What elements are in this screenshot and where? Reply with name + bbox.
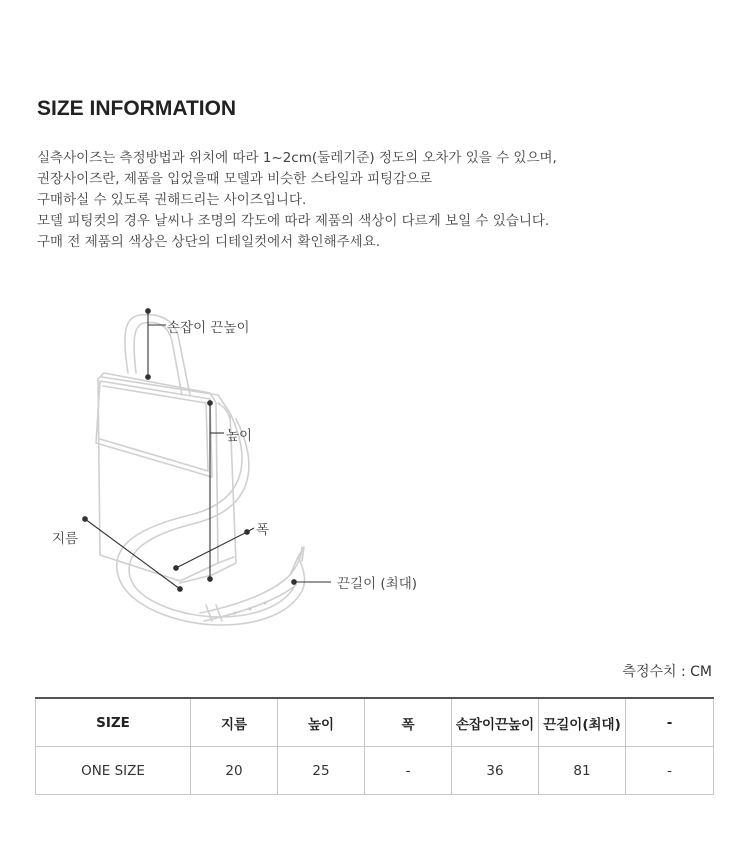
bag-illustration [40, 295, 460, 645]
note-line: 실측사이즈는 측정방법과 위치에 따라 1~2cm(둘레기준) 정도의 오차가 있을 수 있으며, [37, 150, 557, 166]
size-notes [37, 148, 727, 253]
page-title: SIZE INFORMATION [37, 97, 237, 120]
depth-label: 폭 [256, 522, 270, 538]
handle-height-label: 손잡이 끈높이 [167, 320, 250, 336]
table-header-cell: 지름 [191, 698, 278, 747]
note-line: 구매하실 수 있도록 권해드리는 사이즈입니다. [37, 192, 307, 208]
length-label: 지름 [52, 531, 79, 547]
table-cell: 36 [452, 747, 539, 795]
table-header-cell: 폭 [365, 698, 452, 747]
unit-label: 측정수치 : CM [622, 664, 712, 680]
note-line: 권장사이즈란, 제품을 입었을때 모델과 비슷한 스타일과 피팅감으로 [37, 171, 433, 187]
table-header-cell: - [626, 698, 714, 747]
height-label: 높이 [226, 428, 253, 444]
size-table [35, 697, 714, 795]
table-header-cell: 손잡이끈높이 [452, 698, 539, 747]
bag-measurement-diagram [40, 295, 460, 645]
table-cell: - [626, 747, 714, 795]
table-cell: 25 [278, 747, 365, 795]
table-header-cell: 높이 [278, 698, 365, 747]
table-cell: 81 [539, 747, 626, 795]
table-header-row [36, 698, 714, 747]
table-cell: 20 [191, 747, 278, 795]
table-header-cell: 끈길이(최대) [539, 698, 626, 747]
table-row [36, 747, 714, 795]
strap-length-label: 끈길이 (최대) [337, 576, 418, 592]
table-cell: - [365, 747, 452, 795]
note-line: 모델 피팅컷의 경우 날씨나 조명의 각도에 따라 제품의 색상이 다르게 보일 수 있습니다. [37, 213, 550, 229]
note-line: 구매 전 제품의 색상은 상단의 디테일컷에서 확인해주세요. [37, 234, 381, 250]
table-cell: ONE SIZE [36, 747, 191, 795]
table-header-cell: SIZE [36, 698, 191, 747]
